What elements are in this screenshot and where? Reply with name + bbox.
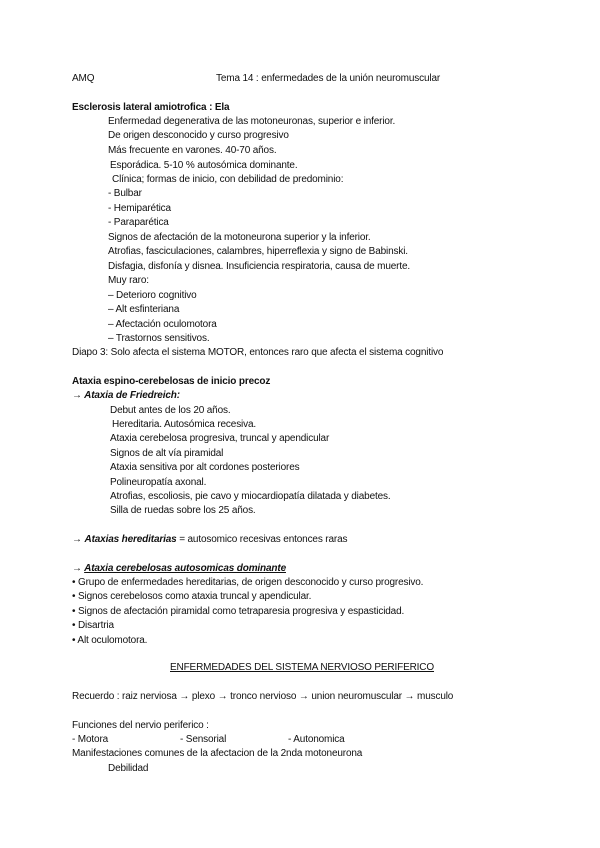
ela-line: Signos de afectación de la motoneurona superior y la inferior. bbox=[108, 232, 371, 243]
friedreich-line: Debut antes de los 20 años. bbox=[110, 405, 231, 416]
friedreich-title: Ataxia de Friedreich: bbox=[84, 390, 180, 401]
manifestaciones-line: Manifestaciones comunes de la afectacion de la 2nda motoneurona bbox=[72, 748, 363, 759]
friedreich-line: Ataxia sensitiva por alt cordones posteriores bbox=[110, 462, 300, 473]
ela-line: - Hemiparética bbox=[108, 203, 171, 214]
friedreich-line: Signos de alt vía piramidal bbox=[110, 448, 224, 459]
hereditary-ataxias-title: Ataxias hereditarias bbox=[84, 534, 177, 545]
friedreich-line: Hereditaria. Autosómica recesiva. bbox=[112, 419, 257, 430]
ela-line: Enfermedad degenerativa de las motoneuronas, superior e inferior. bbox=[108, 116, 396, 127]
funciones-title: Funciones del nervio periferico : bbox=[72, 720, 209, 731]
recuerdo-line: Recuerdo : raiz nerviosa → plexo → tronco nervioso → union neuromuscular → musculo bbox=[72, 691, 454, 702]
friedreich-line: Ataxia cerebelosa progresiva, truncal y apendicular bbox=[110, 433, 330, 444]
hereditary-ataxias-line bbox=[72, 533, 347, 547]
ela-line: – Alt esfinteriana bbox=[108, 304, 180, 315]
periferico-heading: ENFERMEDADES DEL SISTEMA NERVIOSO PERIFERICO bbox=[170, 662, 435, 673]
dominant-item: • Alt oculomotora. bbox=[72, 635, 148, 646]
arrow-icon: → bbox=[72, 390, 82, 401]
ela-line: Esporádica. 5-10 % autosómica dominante. bbox=[110, 160, 298, 171]
ela-line: De origen desconocido y curso progresivo bbox=[108, 130, 289, 141]
dominant-item: • Signos de afectación piramidal como tetraparesia progresiva y espasticidad. bbox=[72, 606, 405, 617]
ela-heading: Esclerosis lateral amiotrofica : Ela bbox=[72, 102, 230, 113]
ela-line: Más frecuente en varones. 40-70 años. bbox=[108, 145, 277, 156]
funcion-sensorial: - Sensorial bbox=[180, 734, 227, 745]
ela-line: – Afectación oculomotora bbox=[108, 319, 217, 330]
funcion-motora: - Motora bbox=[72, 734, 109, 745]
dominant-title: Ataxia cerebelosas autosomicas dominante bbox=[84, 563, 286, 574]
page-title: Tema 14 : enfermedades de la unión neuromuscular bbox=[216, 73, 441, 84]
ela-line: – Deterioro cognitivo bbox=[108, 290, 197, 301]
friedreich-title-line bbox=[72, 389, 180, 403]
funcion-autonomica: - Autonomica bbox=[288, 734, 345, 745]
arrow-icon: → bbox=[72, 563, 82, 574]
friedreich-line: Polineuropatía axonal. bbox=[110, 477, 207, 488]
debilidad-line: Debilidad bbox=[108, 763, 149, 774]
ela-line: - Bulbar bbox=[108, 188, 142, 199]
diapo-note: Diapo 3: Solo afecta el sistema MOTOR, entonces raro que afecta el sistema cognitivo bbox=[72, 347, 444, 358]
header-initials: AMQ bbox=[72, 73, 95, 84]
hereditary-ataxias-note: = autosomico recesivas entonces raras bbox=[176, 534, 348, 545]
dominant-item: • Grupo de enfermedades hereditarias, de origen desconocido y curso progresivo. bbox=[72, 577, 424, 588]
friedreich-line: Atrofias, escoliosis, pie cavo y miocardiopatía dilatada y diabetes. bbox=[110, 491, 391, 502]
arrow-icon: → bbox=[72, 534, 82, 545]
ela-line: - Paraparética bbox=[108, 217, 169, 228]
dominant-item: • Signos cerebelosos como ataxia truncal y apendicular. bbox=[72, 591, 312, 602]
ela-line: Disfagia, disfonía y disnea. Insuficiencia respiratoria, causa de muerte. bbox=[108, 261, 410, 272]
ela-line: Muy raro: bbox=[108, 275, 149, 286]
dominant-title-line bbox=[72, 562, 286, 576]
ataxia-heading: Ataxia espino-cerebelosas de inicio precoz bbox=[72, 376, 271, 387]
ela-line: Clínica; formas de inicio, con debilidad de predominio: bbox=[112, 174, 344, 185]
ela-line: – Trastornos sensitivos. bbox=[108, 333, 210, 344]
ela-line: Atrofias, fasciculaciones, calambres, hiperreflexia y signo de Babinski. bbox=[108, 246, 408, 257]
dominant-item: • Disartria bbox=[72, 620, 114, 631]
friedreich-line: Silla de ruedas sobre los 25 años. bbox=[110, 505, 256, 516]
